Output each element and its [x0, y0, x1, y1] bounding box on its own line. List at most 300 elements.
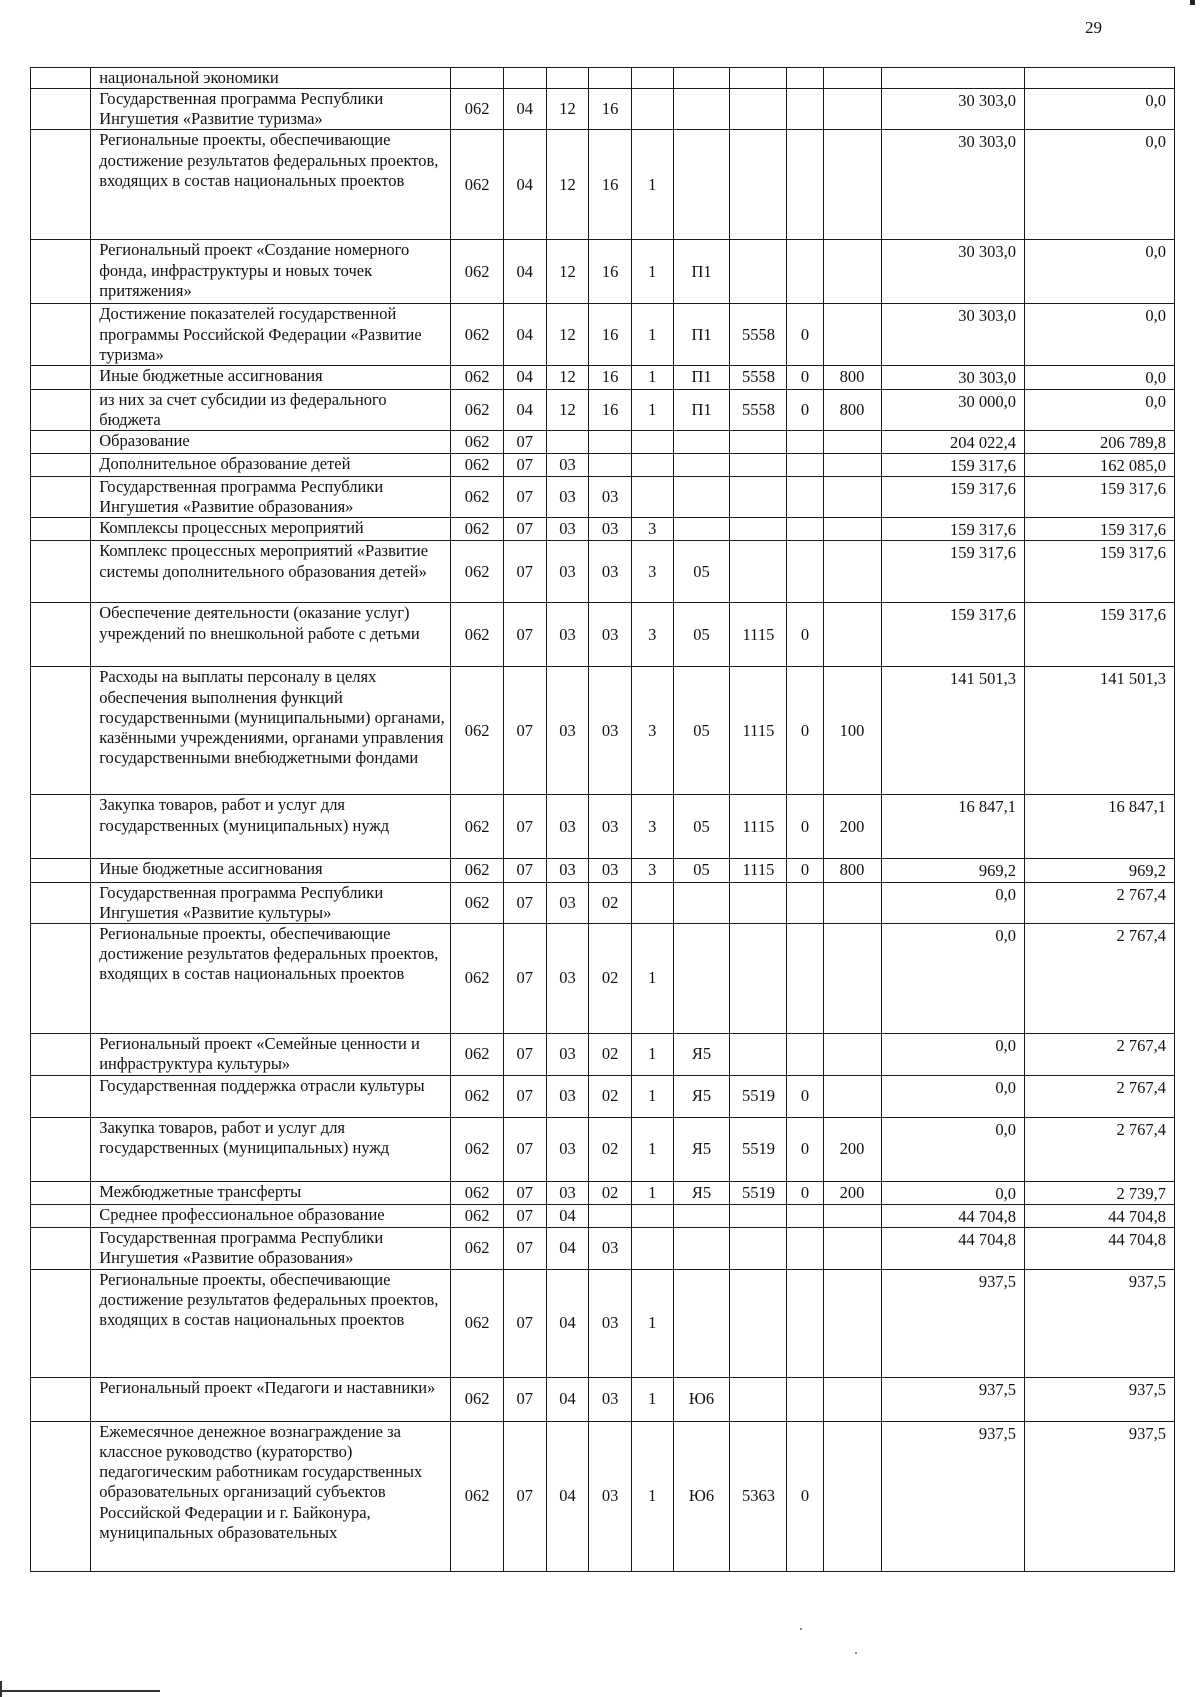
- code-cell-c8: 0: [787, 304, 823, 366]
- amount-year-1: 16 847,1: [881, 795, 1024, 859]
- code-cell-c7: [730, 1204, 787, 1227]
- code-cell-c5: [631, 1204, 673, 1227]
- row-number-cell: [31, 603, 91, 667]
- code-cell-c1: 062: [451, 366, 504, 389]
- row-number-cell: [31, 795, 91, 859]
- amount-year-2: 206 789,8: [1024, 430, 1174, 453]
- code-cell-c7: [730, 453, 787, 476]
- amount-year-1: 44 704,8: [881, 1228, 1024, 1270]
- table-row: [31, 130, 1175, 240]
- code-cell-c2: 07: [503, 859, 546, 882]
- table-row: [31, 366, 1175, 389]
- item-name: национальной экономики: [91, 68, 451, 89]
- item-name: Региональный проект «Создание номерного фонда, инфраструктуры и новых точек притяжения»: [91, 240, 451, 304]
- amount-year-2: 159 317,6: [1024, 603, 1174, 667]
- code-cell-c8: 0: [787, 366, 823, 389]
- code-cell-c8: 0: [787, 795, 823, 859]
- code-cell-c8: 0: [787, 603, 823, 667]
- code-cell-c3: 03: [546, 518, 589, 541]
- code-cell-c1: 062: [451, 304, 504, 366]
- code-cell-c5: 1: [631, 1422, 673, 1572]
- code-cell-c3: 03: [546, 453, 589, 476]
- code-cell-c1: 062: [451, 603, 504, 667]
- row-number-cell: [31, 1204, 91, 1227]
- item-name: Ежемесячное денежное вознаграждение за классное руководство (кураторство) педагогическим работникам государственных образовательных организаций субъектов Российской Федерации и г. Байконура, муниципальных образовательных: [91, 1422, 451, 1572]
- code-cell-c8: [787, 518, 823, 541]
- code-cell-c2: 04: [503, 240, 546, 304]
- code-cell-c8: 0: [787, 859, 823, 882]
- code-cell-c7: 5558: [730, 389, 787, 430]
- table-row: [31, 541, 1175, 603]
- code-cell-c4: 03: [589, 1422, 632, 1572]
- code-cell-c9: [823, 477, 881, 518]
- code-cell-c7: 1115: [730, 667, 787, 795]
- code-cell-c6: [673, 882, 730, 923]
- code-cell-c1: 062: [451, 667, 504, 795]
- table-row: [31, 68, 1175, 89]
- code-cell-c5: 3: [631, 541, 673, 603]
- code-cell-c8: 0: [787, 1075, 823, 1117]
- code-cell-c6: [673, 89, 730, 130]
- code-cell-c9: 800: [823, 366, 881, 389]
- code-cell-c4: [589, 453, 632, 476]
- table-row: [31, 1181, 1175, 1204]
- code-cell-c6: П1: [673, 389, 730, 430]
- row-number-cell: [31, 1033, 91, 1075]
- amount-year-2: 0,0: [1024, 366, 1174, 389]
- code-cell-c9: 200: [823, 1181, 881, 1204]
- code-cell-c3: 04: [546, 1204, 589, 1227]
- code-cell-c3: 03: [546, 882, 589, 923]
- code-cell-c4: 16: [589, 366, 632, 389]
- amount-year-1: 141 501,3: [881, 667, 1024, 795]
- code-cell-c3: 03: [546, 1033, 589, 1075]
- item-name: Дополнительное образование детей: [91, 453, 451, 476]
- scan-edge-tick: [0, 1681, 2, 1697]
- row-number-cell: [31, 1228, 91, 1270]
- code-cell-c2: 04: [503, 304, 546, 366]
- code-cell-c4: 03: [589, 518, 632, 541]
- amount-year-2: 44 704,8: [1024, 1228, 1174, 1270]
- item-name: Государственная программа Республики Ингушетия «Развитие образования»: [91, 1228, 451, 1270]
- code-cell-c6: [673, 453, 730, 476]
- code-cell-c4: 16: [589, 389, 632, 430]
- item-name: Региональные проекты, обеспечивающие достижение результатов федеральных проектов, входящих в состав национальных проектов: [91, 1270, 451, 1378]
- amount-year-2: 141 501,3: [1024, 667, 1174, 795]
- row-number-cell: [31, 667, 91, 795]
- code-cell-c3: 04: [546, 1228, 589, 1270]
- scan-mark: [1190, 0, 1195, 5]
- code-cell-c3: 03: [546, 477, 589, 518]
- code-cell-c9: [823, 68, 881, 89]
- code-cell-c8: 0: [787, 667, 823, 795]
- code-cell-c5: 1: [631, 389, 673, 430]
- code-cell-c1: 062: [451, 1422, 504, 1572]
- row-number-cell: [31, 1270, 91, 1378]
- item-name: Закупка товаров, работ и услуг для государственных (муниципальных) нужд: [91, 795, 451, 859]
- code-cell-c5: 3: [631, 518, 673, 541]
- table-row: [31, 1204, 1175, 1227]
- code-cell-c7: [730, 882, 787, 923]
- code-cell-c1: 062: [451, 389, 504, 430]
- amount-year-2: 44 704,8: [1024, 1204, 1174, 1227]
- code-cell-c5: 1: [631, 1270, 673, 1378]
- code-cell-c6: П1: [673, 366, 730, 389]
- table-row: [31, 240, 1175, 304]
- table-body: [31, 68, 1175, 1572]
- amount-year-2: 159 317,6: [1024, 518, 1174, 541]
- code-cell-c6: 05: [673, 667, 730, 795]
- code-cell-c5: [631, 453, 673, 476]
- amount-year-2: 162 085,0: [1024, 453, 1174, 476]
- code-cell-c6: Я5: [673, 1117, 730, 1181]
- code-cell-c6: 05: [673, 859, 730, 882]
- code-cell-c7: [730, 240, 787, 304]
- table-row: [31, 1422, 1175, 1572]
- code-cell-c9: 200: [823, 795, 881, 859]
- code-cell-c7: 5363: [730, 1422, 787, 1572]
- code-cell-c9: [823, 1228, 881, 1270]
- code-cell-c7: [730, 68, 787, 89]
- amount-year-1: 937,5: [881, 1270, 1024, 1378]
- code-cell-c6: Я5: [673, 1075, 730, 1117]
- code-cell-c3: 03: [546, 603, 589, 667]
- amount-year-2: 937,5: [1024, 1378, 1174, 1422]
- code-cell-c1: 062: [451, 541, 504, 603]
- code-cell-c4: 03: [589, 667, 632, 795]
- code-cell-c7: 1115: [730, 859, 787, 882]
- code-cell-c4: 02: [589, 1033, 632, 1075]
- table-row: [31, 89, 1175, 130]
- code-cell-c9: [823, 1075, 881, 1117]
- amount-year-1: 0,0: [881, 1181, 1024, 1204]
- page-number: 29: [1085, 18, 1102, 37]
- code-cell-c8: [787, 89, 823, 130]
- amount-year-2: 2 767,4: [1024, 882, 1174, 923]
- code-cell-c6: [673, 68, 730, 89]
- code-cell-c8: [787, 1033, 823, 1075]
- code-cell-c1: 062: [451, 859, 504, 882]
- item-name: Расходы на выплаты персоналу в целях обеспечения выполнения функций государственными (муниципальными) органами, казёнными учреждениями, органами управления государственными внебюджетными фондами: [91, 667, 451, 795]
- code-cell-c7: [730, 89, 787, 130]
- code-cell-c2: 07: [503, 603, 546, 667]
- code-cell-c9: [823, 1422, 881, 1572]
- code-cell-c2: 04: [503, 389, 546, 430]
- code-cell-c7: 5519: [730, 1181, 787, 1204]
- amount-year-2: 0,0: [1024, 240, 1174, 304]
- amount-year-2: 2 767,4: [1024, 1033, 1174, 1075]
- row-number-cell: [31, 240, 91, 304]
- code-cell-c1: 062: [451, 1117, 504, 1181]
- code-cell-c1: 062: [451, 1378, 504, 1422]
- row-number-cell: [31, 366, 91, 389]
- code-cell-c9: [823, 1270, 881, 1378]
- amount-year-1: 0,0: [881, 882, 1024, 923]
- amount-year-2: 0,0: [1024, 304, 1174, 366]
- code-cell-c8: [787, 430, 823, 453]
- code-cell-c8: [787, 1378, 823, 1422]
- code-cell-c8: [787, 130, 823, 240]
- code-cell-c2: 07: [503, 1422, 546, 1572]
- item-name: Региональные проекты, обеспечивающие достижение результатов федеральных проектов, входящих в состав национальных проектов: [91, 130, 451, 240]
- code-cell-c3: 12: [546, 366, 589, 389]
- code-cell-c2: 04: [503, 89, 546, 130]
- code-cell-c4: 03: [589, 1378, 632, 1422]
- code-cell-c6: П1: [673, 240, 730, 304]
- code-cell-c6: П1: [673, 304, 730, 366]
- code-cell-c3: 12: [546, 240, 589, 304]
- amount-year-2: 2 767,4: [1024, 1075, 1174, 1117]
- code-cell-c9: [823, 1204, 881, 1227]
- amount-year-1: 0,0: [881, 1117, 1024, 1181]
- table-row: [31, 1117, 1175, 1181]
- code-cell-c9: [823, 240, 881, 304]
- table-row: [31, 430, 1175, 453]
- code-cell-c8: [787, 923, 823, 1033]
- amount-year-2: 2 767,4: [1024, 1117, 1174, 1181]
- amount-year-1: 30 303,0: [881, 130, 1024, 240]
- code-cell-c7: 5558: [730, 304, 787, 366]
- row-number-cell: [31, 541, 91, 603]
- amount-year-1: 0,0: [881, 923, 1024, 1033]
- code-cell-c8: [787, 1270, 823, 1378]
- code-cell-c7: [730, 1270, 787, 1378]
- code-cell-c3: 12: [546, 304, 589, 366]
- code-cell-c9: [823, 453, 881, 476]
- code-cell-c9: [823, 1033, 881, 1075]
- row-number-cell: [31, 882, 91, 923]
- code-cell-c5: [631, 68, 673, 89]
- code-cell-c1: 062: [451, 795, 504, 859]
- code-cell-c2: 07: [503, 795, 546, 859]
- code-cell-c5: 1: [631, 1117, 673, 1181]
- amount-year-2: 937,5: [1024, 1270, 1174, 1378]
- code-cell-c1: 062: [451, 1075, 504, 1117]
- code-cell-c2: 07: [503, 1117, 546, 1181]
- code-cell-c6: [673, 1204, 730, 1227]
- code-cell-c9: 100: [823, 667, 881, 795]
- code-cell-c6: [673, 430, 730, 453]
- amount-year-2: 2 739,7: [1024, 1181, 1174, 1204]
- row-number-cell: [31, 1378, 91, 1422]
- code-cell-c3: 03: [546, 1075, 589, 1117]
- code-cell-c7: [730, 1033, 787, 1075]
- scan-edge-line: [0, 1690, 160, 1692]
- code-cell-c8: [787, 453, 823, 476]
- code-cell-c2: 07: [503, 430, 546, 453]
- code-cell-c2: 07: [503, 1075, 546, 1117]
- code-cell-c4: [589, 1204, 632, 1227]
- item-name: Государственная поддержка отрасли культуры: [91, 1075, 451, 1117]
- table-row: [31, 1378, 1175, 1422]
- code-cell-c5: [631, 1228, 673, 1270]
- code-cell-c7: 5519: [730, 1117, 787, 1181]
- code-cell-c5: [631, 477, 673, 518]
- scan-speck: [855, 1652, 857, 1654]
- row-number-cell: [31, 453, 91, 476]
- row-number-cell: [31, 923, 91, 1033]
- amount-year-1: 159 317,6: [881, 603, 1024, 667]
- code-cell-c5: 3: [631, 667, 673, 795]
- item-name: Государственная программа Республики Ингушетия «Развитие образования»: [91, 477, 451, 518]
- code-cell-c8: [787, 68, 823, 89]
- row-number-cell: [31, 1422, 91, 1572]
- code-cell-c5: 1: [631, 1075, 673, 1117]
- code-cell-c5: [631, 89, 673, 130]
- item-name: Обеспечение деятельности (оказание услуг) учреждений по внешкольной работе с детьми: [91, 603, 451, 667]
- amount-year-1: 159 317,6: [881, 477, 1024, 518]
- amount-year-2: 159 317,6: [1024, 477, 1174, 518]
- amount-year-2: 2 767,4: [1024, 923, 1174, 1033]
- amount-year-1: 30 303,0: [881, 304, 1024, 366]
- code-cell-c9: [823, 541, 881, 603]
- code-cell-c9: [823, 882, 881, 923]
- amount-year-2: 16 847,1: [1024, 795, 1174, 859]
- code-cell-c5: 3: [631, 603, 673, 667]
- code-cell-c8: [787, 882, 823, 923]
- row-number-cell: [31, 89, 91, 130]
- table-row: [31, 1228, 1175, 1270]
- code-cell-c9: [823, 518, 881, 541]
- code-cell-c4: 02: [589, 882, 632, 923]
- code-cell-c6: [673, 1228, 730, 1270]
- amount-year-1: 30 000,0: [881, 389, 1024, 430]
- code-cell-c9: [823, 430, 881, 453]
- code-cell-c8: [787, 1204, 823, 1227]
- code-cell-c1: 062: [451, 477, 504, 518]
- code-cell-c3: 04: [546, 1378, 589, 1422]
- row-number-cell: [31, 1117, 91, 1181]
- code-cell-c7: [730, 923, 787, 1033]
- code-cell-c1: 062: [451, 518, 504, 541]
- code-cell-c7: 1115: [730, 603, 787, 667]
- code-cell-c2: 07: [503, 541, 546, 603]
- code-cell-c4: 03: [589, 541, 632, 603]
- item-name: Комплексы процессных мероприятий: [91, 518, 451, 541]
- code-cell-c2: 07: [503, 1270, 546, 1378]
- code-cell-c5: 1: [631, 1181, 673, 1204]
- code-cell-c1: 062: [451, 1181, 504, 1204]
- code-cell-c5: [631, 882, 673, 923]
- amount-year-2: 937,5: [1024, 1422, 1174, 1572]
- item-name: Иные бюджетные ассигнования: [91, 859, 451, 882]
- code-cell-c8: 0: [787, 1181, 823, 1204]
- code-cell-c8: 0: [787, 389, 823, 430]
- table-row: [31, 518, 1175, 541]
- code-cell-c9: [823, 89, 881, 130]
- code-cell-c7: [730, 430, 787, 453]
- code-cell-c5: 1: [631, 130, 673, 240]
- table-row: [31, 453, 1175, 476]
- code-cell-c4: 02: [589, 1075, 632, 1117]
- code-cell-c2: 07: [503, 477, 546, 518]
- code-cell-c4: 03: [589, 477, 632, 518]
- table-row: [31, 603, 1175, 667]
- code-cell-c9: 800: [823, 859, 881, 882]
- item-name: из них за счет субсидии из федерального бюджета: [91, 389, 451, 430]
- amount-year-2: 0,0: [1024, 130, 1174, 240]
- code-cell-c5: 3: [631, 795, 673, 859]
- table-row: [31, 304, 1175, 366]
- table-row: [31, 667, 1175, 795]
- code-cell-c6: [673, 1270, 730, 1378]
- code-cell-c3: 03: [546, 1181, 589, 1204]
- code-cell-c9: [823, 923, 881, 1033]
- code-cell-c4: 03: [589, 1228, 632, 1270]
- code-cell-c7: 1115: [730, 795, 787, 859]
- row-number-cell: [31, 1075, 91, 1117]
- code-cell-c1: 062: [451, 430, 504, 453]
- table-row: [31, 477, 1175, 518]
- code-cell-c2: 04: [503, 366, 546, 389]
- code-cell-c7: [730, 130, 787, 240]
- code-cell-c1: 062: [451, 130, 504, 240]
- item-name: Образование: [91, 430, 451, 453]
- code-cell-c4: 02: [589, 1181, 632, 1204]
- code-cell-c2: 07: [503, 1228, 546, 1270]
- code-cell-c2: 07: [503, 1181, 546, 1204]
- row-number-cell: [31, 304, 91, 366]
- code-cell-c7: [730, 1228, 787, 1270]
- table-row: [31, 923, 1175, 1033]
- item-name: Региональные проекты, обеспечивающие достижение результатов федеральных проектов, входящих в состав национальных проектов: [91, 923, 451, 1033]
- amount-year-2: 969,2: [1024, 859, 1174, 882]
- amount-year-1: 30 303,0: [881, 240, 1024, 304]
- code-cell-c5: 3: [631, 859, 673, 882]
- code-cell-c2: [503, 68, 546, 89]
- code-cell-c6: [673, 923, 730, 1033]
- code-cell-c8: [787, 240, 823, 304]
- code-cell-c8: 0: [787, 1422, 823, 1572]
- row-number-cell: [31, 477, 91, 518]
- item-name: Региональный проект «Семейные ценности и инфраструктура культуры»: [91, 1033, 451, 1075]
- code-cell-c5: 1: [631, 1033, 673, 1075]
- code-cell-c5: [631, 430, 673, 453]
- code-cell-c3: 03: [546, 541, 589, 603]
- code-cell-c3: 12: [546, 389, 589, 430]
- item-name: Государственная программа Республики Ингушетия «Развитие туризма»: [91, 89, 451, 130]
- code-cell-c5: 1: [631, 304, 673, 366]
- code-cell-c2: 07: [503, 1378, 546, 1422]
- code-cell-c8: [787, 477, 823, 518]
- amount-year-2: 159 317,6: [1024, 541, 1174, 603]
- code-cell-c3: 03: [546, 923, 589, 1033]
- code-cell-c4: [589, 68, 632, 89]
- code-cell-c7: [730, 1378, 787, 1422]
- amount-year-1: 937,5: [881, 1422, 1024, 1572]
- code-cell-c1: 062: [451, 240, 504, 304]
- row-number-cell: [31, 68, 91, 89]
- code-cell-c1: 062: [451, 882, 504, 923]
- code-cell-c2: 07: [503, 1033, 546, 1075]
- code-cell-c5: 1: [631, 240, 673, 304]
- code-cell-c1: 062: [451, 1228, 504, 1270]
- item-name: Иные бюджетные ассигнования: [91, 366, 451, 389]
- code-cell-c6: [673, 130, 730, 240]
- table-row: [31, 1033, 1175, 1075]
- code-cell-c3: 12: [546, 89, 589, 130]
- amount-year-2: [1024, 68, 1174, 89]
- code-cell-c5: 1: [631, 923, 673, 1033]
- amount-year-1: 0,0: [881, 1075, 1024, 1117]
- amount-year-1: 159 317,6: [881, 453, 1024, 476]
- row-number-cell: [31, 859, 91, 882]
- code-cell-c6: Я5: [673, 1033, 730, 1075]
- item-name: Комплекс процессных мероприятий «Развитие системы дополнительного образования детей»: [91, 541, 451, 603]
- amount-year-1: 969,2: [881, 859, 1024, 882]
- code-cell-c6: [673, 518, 730, 541]
- table-row: [31, 795, 1175, 859]
